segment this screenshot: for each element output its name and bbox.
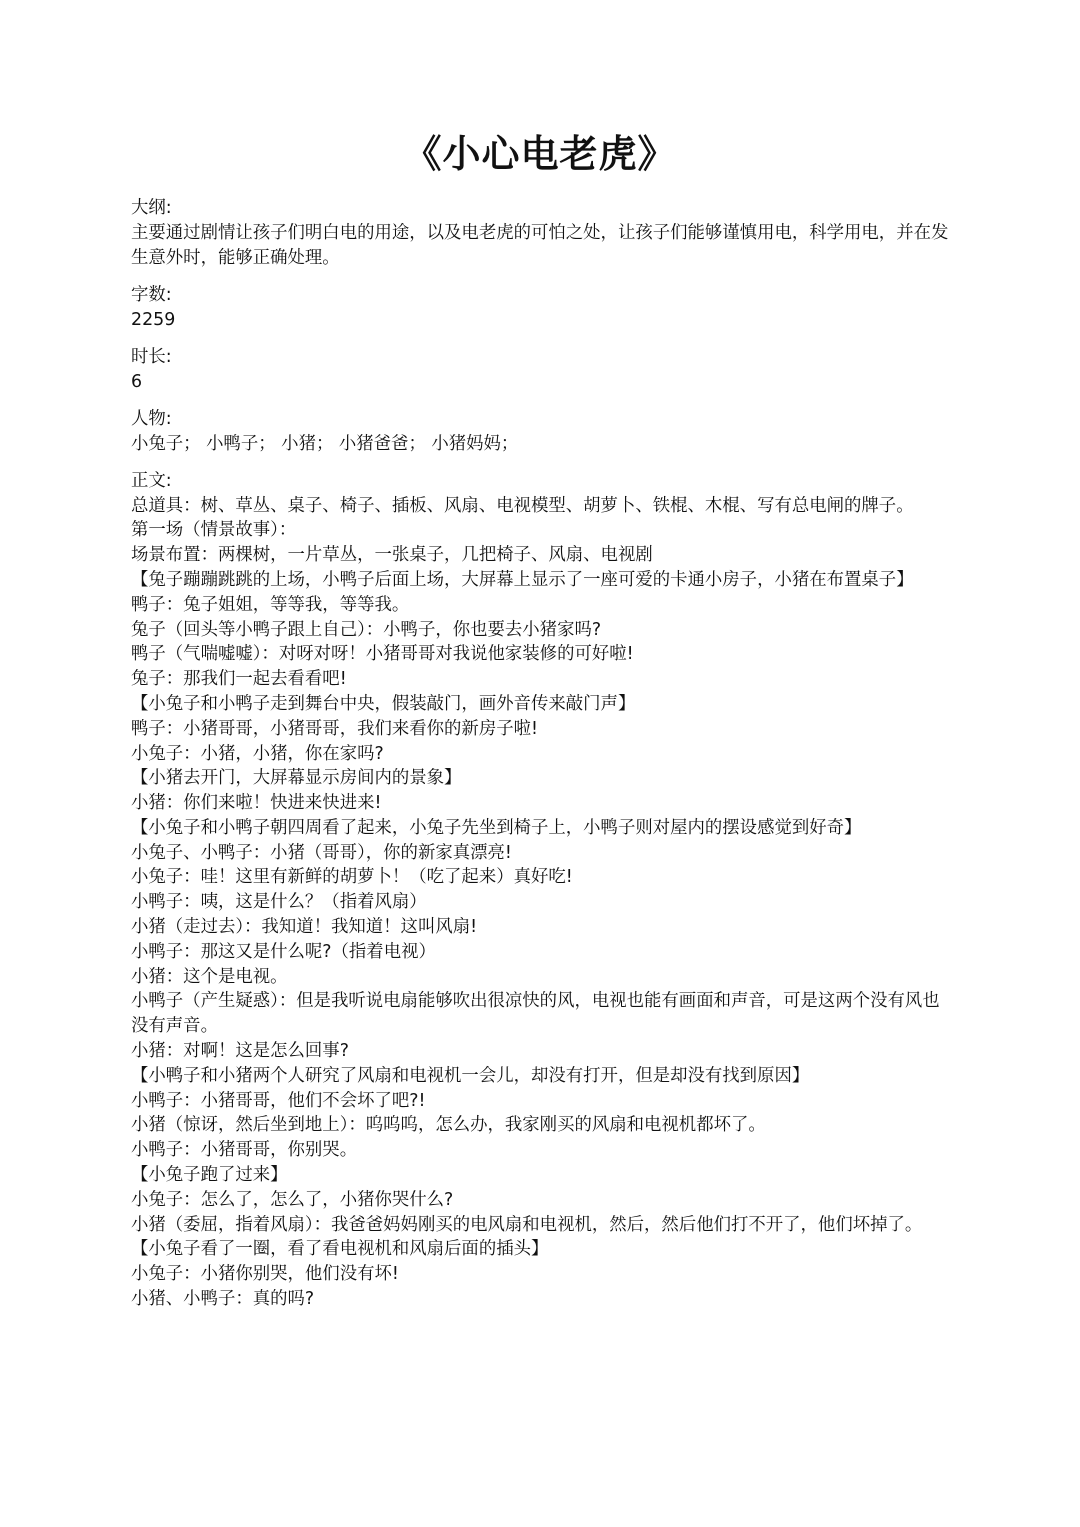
script-line: 小猪（走过去）：我知道！我知道！这叫风扇! (131, 917, 478, 938)
word-count-value: 2259 (131, 309, 176, 330)
script-line: 【小鸭子和小猪两个人研究了风扇和电视机一会儿，却没有打开，但是却没有找到原因】 (131, 1065, 810, 1086)
script-line: 兔子：那我们一起去看看吧! (131, 669, 347, 690)
script-line: 【小兔子和小鸭子走到舞台中央，假装敲门，画外音传来敲门声】 (131, 693, 636, 714)
script-line: 小猪、小鸭子：真的吗? (131, 1289, 315, 1310)
document-content (131, 196, 953, 1312)
script-line: 小猪：这个是电视。 (131, 966, 288, 987)
script-line: 鸭子：小猪哥哥，小猪哥哥，我们来看你的新房子啦! (131, 718, 538, 739)
script-line: 【小兔子和小鸭子朝四周看了起来，小兔子先坐到椅子上，小鸭子则对屋内的摆设感觉到好奇】 (131, 817, 862, 838)
script-line: 小鸭子：咦，这是什么？（指着风扇） (131, 892, 427, 913)
script-line: 小猪：你们来啦！快进来快进来! (131, 793, 382, 814)
script-line: 小兔子：哇！这里有新鲜的胡萝卜！（吃了起来）真好吃! (131, 867, 573, 888)
script-line: 兔子（回头等小鸭子跟上自己）：小鸭子，你也要去小猪家吗? (131, 619, 602, 640)
body-label: 正文: (131, 470, 172, 491)
script-line: 小猪：对啊！这是怎么回事? (131, 1041, 349, 1062)
script-line: 小兔子：怎么了，怎么了，小猪你哭什么? (131, 1189, 454, 1210)
script-line: 小兔子：小猪，小猪，你在家吗? (131, 743, 384, 764)
script-line: 小猪（惊讶，然后坐到地上）：呜呜呜，怎么办，我家刚买的风扇和电视机都坏了。 (131, 1115, 766, 1136)
script-line: 小兔子、小鸭子：小猪（哥哥），你的新家真漂亮! (131, 842, 512, 863)
script-line: 鸭子（气喘嘘嘘）：对呀对呀！小猪哥哥对我说他家装修的可好啦! (131, 644, 634, 665)
script-line: 【小兔子跑了过来】 (131, 1165, 288, 1186)
script-line: 小猪（委屈，指着风扇）：我爸爸妈妈刚买的电风扇和电视机，然后，然后他们打不开了，他们坏掉了。 (131, 1214, 923, 1235)
script-line: 【兔子蹦蹦跳跳的上场，小鸭子后面上场，大屏幕上显示了一座可爱的卡通小房子，小猪在布置桌子】 (131, 569, 914, 590)
duration-value: 6 (131, 371, 143, 392)
script-line: 鸭子：兔子姐姐，等等我，等等我。 (131, 594, 410, 615)
characters-label: 人物: (131, 408, 172, 429)
duration-label: 时长: (131, 346, 172, 367)
script-line: 【小兔子看了一圈，看了看电视机和风扇后面的插头】 (131, 1239, 549, 1260)
script-line: 小鸭子：那这又是什么呢?（指着电视） (131, 941, 436, 962)
script-line: 小鸭子（产生疑惑）：但是我听说电扇能够吹出很凉快的风，电视也能有画面和声音，可是这两个没有风也没有声音。 (131, 991, 940, 1037)
script-line: 【小猪去开门，大屏幕显示房间内的景象】 (131, 768, 462, 789)
outline-label: 大纲: (131, 198, 172, 218)
characters-value: 小兔子； 小鸭子； 小猪； 小猪爸爸； 小猪妈妈； (131, 433, 519, 454)
script-line: 小兔子：小猪你别哭，他们没有坏! (131, 1264, 399, 1285)
outline-text: 主要通过剧情让孩子们明白电的用途，以及电老虎的可怕之处，让孩子们能够谨慎用电，科学用电，并在发生意外时，能够正确处理。 (131, 222, 949, 268)
script-line: 小鸭子：小猪哥哥，你别哭。 (131, 1140, 358, 1161)
script-line: 小鸭子：小猪哥哥，他们不会坏了吧?! (131, 1090, 426, 1111)
script-line: 场景布置：两棵树，一片草丛，一张桌子，几把椅子、风扇、电视剧 (131, 545, 653, 566)
word-count-label: 字数: (131, 284, 172, 305)
script-line: 第一场（情景故事）： (131, 520, 297, 541)
script-line: 总道具：树、草丛、桌子、椅子、插板、风扇、电视模型、胡萝卜、铁棍、木棍、写有总电闸的牌子。 (131, 495, 914, 516)
document-title: 《小心电老虎》 (403, 132, 677, 176)
